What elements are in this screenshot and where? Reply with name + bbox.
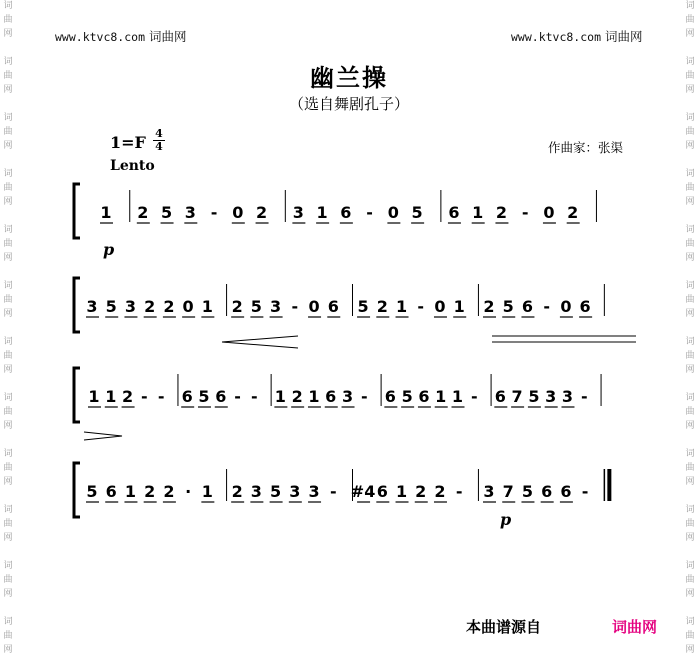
watermark-glyph: 词 xyxy=(685,113,695,123)
note: 6 xyxy=(560,482,572,501)
note: 1 xyxy=(453,297,465,316)
note: 2 xyxy=(163,482,175,501)
note: - xyxy=(521,203,529,222)
time-signature-bottom: 4 xyxy=(155,140,163,153)
note: - xyxy=(455,482,463,501)
footer-brand-link[interactable]: 词曲网 xyxy=(612,618,658,636)
watermark-glyph: 曲 xyxy=(3,575,13,585)
watermark-glyph: 曲 xyxy=(685,295,695,305)
note: 3 xyxy=(250,482,262,501)
note: 6 xyxy=(325,387,337,406)
note: 5 xyxy=(411,203,423,222)
dynamic-marking: p xyxy=(103,240,115,259)
watermark-glyph: 词 xyxy=(685,561,695,571)
watermark-glyph: 曲 xyxy=(685,183,695,193)
note: - xyxy=(291,297,299,316)
watermark-glyph: 网 xyxy=(3,309,13,319)
watermark-glyph: 词 xyxy=(3,281,13,291)
note: 3 xyxy=(561,387,574,406)
note: 2 xyxy=(137,203,149,222)
note: 5 xyxy=(401,387,413,406)
note: 6 xyxy=(340,203,352,222)
note: 1 xyxy=(88,387,100,406)
tempo-marking: Lento xyxy=(110,158,155,174)
note: 6 xyxy=(181,387,193,406)
watermark-glyph: 网 xyxy=(3,365,13,375)
composer-credit: 作曲家：张渠 xyxy=(548,140,624,155)
note: 3 xyxy=(308,482,320,501)
note: 3 xyxy=(184,203,196,222)
watermark-glyph: 曲 xyxy=(3,631,13,641)
note: 7 xyxy=(502,482,514,501)
note: 6 xyxy=(376,482,388,501)
note: 1 xyxy=(308,387,320,406)
note: 3 xyxy=(341,387,354,406)
watermark-glyph: 词 xyxy=(685,449,695,459)
watermark-glyph: 网 xyxy=(3,421,13,431)
note: - xyxy=(210,203,218,222)
note: 1 xyxy=(316,203,328,222)
watermark-glyph: 曲 xyxy=(3,463,13,473)
note: 2 xyxy=(483,297,495,316)
watermark-glyph: 网 xyxy=(685,197,695,207)
watermark-glyph: 词 xyxy=(3,225,13,235)
note: 0 xyxy=(232,203,244,222)
watermark-glyph: 曲 xyxy=(685,71,695,81)
watermark-glyph: 词 xyxy=(685,337,695,347)
note: 5 xyxy=(160,203,173,222)
note: 2 xyxy=(291,387,303,406)
watermark-glyph: 词 xyxy=(685,505,695,515)
note: 2 xyxy=(434,482,446,501)
note: 6 xyxy=(448,203,460,222)
note: · xyxy=(185,482,192,501)
song-title: 幽兰操 xyxy=(310,63,388,92)
note: 5 xyxy=(528,387,540,406)
note: 3 xyxy=(289,482,301,501)
system-bracket xyxy=(74,368,80,422)
header-left-url: www.ktvc8.com xyxy=(55,30,146,44)
watermark-glyph: 网 xyxy=(3,533,13,543)
watermark-glyph: 网 xyxy=(685,477,695,487)
watermark-glyph: 网 xyxy=(685,29,695,39)
watermark-glyph: 曲 xyxy=(3,407,13,417)
note: 6 xyxy=(494,387,506,406)
watermark-glyph: 曲 xyxy=(3,183,13,193)
watermark-glyph: 网 xyxy=(3,589,13,599)
note: 0 xyxy=(560,297,572,316)
system-bracket xyxy=(74,184,80,238)
note: 2 xyxy=(255,203,268,222)
watermark-glyph: 词 xyxy=(3,1,13,11)
note: 7 xyxy=(511,387,523,406)
note: 2 xyxy=(567,203,579,222)
note: 2 xyxy=(163,297,175,316)
note: 6 xyxy=(521,297,534,316)
note: 5 xyxy=(198,387,210,406)
song-subtitle: （选自舞剧孔子） xyxy=(288,95,409,113)
watermark-glyph: 网 xyxy=(3,141,13,151)
note: - xyxy=(543,297,550,316)
watermark-glyph: 曲 xyxy=(685,127,695,137)
note: 6 xyxy=(384,387,396,406)
note: - xyxy=(581,482,589,501)
note: - xyxy=(361,387,368,406)
note: 3 xyxy=(483,482,495,501)
note: 6 xyxy=(215,387,227,406)
watermark-glyph: 曲 xyxy=(3,127,13,137)
watermark-glyph: 网 xyxy=(685,421,695,431)
header-right-site: 词曲网 xyxy=(605,29,643,44)
watermark-glyph: 网 xyxy=(3,197,13,207)
watermark-glyph: 曲 xyxy=(3,239,13,249)
note: 2 xyxy=(144,297,156,316)
watermark-glyph: 词 xyxy=(685,169,695,179)
watermark-glyph: 网 xyxy=(3,477,13,487)
watermark-glyph: 曲 xyxy=(685,519,695,529)
watermark-glyph: 网 xyxy=(3,29,13,39)
note: 2 xyxy=(122,387,134,406)
watermark-glyph: 词 xyxy=(685,617,695,627)
note: 3 xyxy=(124,297,137,316)
watermark-glyph: 词 xyxy=(3,561,13,571)
header-left-site: 词曲网 xyxy=(149,29,187,44)
watermark-glyph: 曲 xyxy=(3,295,13,305)
note: 1 xyxy=(201,297,213,316)
note: 5 xyxy=(502,297,514,316)
watermark-glyph: 曲 xyxy=(685,15,695,25)
note: - xyxy=(234,387,241,406)
watermark-glyph: 网 xyxy=(3,253,13,263)
note: 1 xyxy=(435,387,447,406)
watermark-glyph: 词 xyxy=(3,449,13,459)
note: 6 xyxy=(327,297,339,316)
note: 6 xyxy=(105,482,117,501)
note: - xyxy=(470,387,478,406)
watermark-glyph: 词 xyxy=(3,617,13,627)
system-bracket xyxy=(74,463,80,517)
system-bracket xyxy=(74,278,80,332)
watermark-glyph: 网 xyxy=(685,141,695,151)
watermark-glyph: 网 xyxy=(685,253,695,263)
watermark-glyph: 词 xyxy=(3,57,13,67)
note: - xyxy=(366,203,373,222)
note: 6 xyxy=(541,482,553,501)
watermark-glyph: 网 xyxy=(3,85,13,95)
note: 0 xyxy=(182,297,194,316)
watermark-glyph: 词 xyxy=(685,393,695,403)
note: 1 xyxy=(472,203,484,222)
note: 0 xyxy=(387,203,399,222)
watermark-glyph: 曲 xyxy=(685,575,695,585)
watermark-glyph: 词 xyxy=(685,281,695,291)
note: 3 xyxy=(86,297,98,316)
note: 0 xyxy=(543,203,555,222)
note: 2 xyxy=(144,482,156,501)
note: 3 xyxy=(270,297,282,316)
footer-source-label: 本曲谱源自 xyxy=(466,618,542,636)
note: 5 xyxy=(105,297,117,316)
note: 3 xyxy=(545,387,557,406)
watermark-glyph: 曲 xyxy=(3,519,13,529)
note: - xyxy=(329,482,337,501)
note: 2 xyxy=(231,297,243,316)
watermark-glyph: 曲 xyxy=(3,71,13,81)
note: 5 xyxy=(357,297,369,316)
watermark-glyph: 曲 xyxy=(685,239,695,249)
note: 5 xyxy=(270,482,282,501)
note: 2 xyxy=(231,482,243,501)
note: 3 xyxy=(292,203,304,222)
note: 1 xyxy=(105,387,117,406)
note: 0 xyxy=(434,297,446,316)
watermark-glyph: 词 xyxy=(3,337,13,347)
watermark-glyph: 网 xyxy=(685,85,695,95)
note: 1 xyxy=(395,482,408,501)
key-signature: 1=F xyxy=(110,133,146,152)
crescendo-hairpin xyxy=(84,432,122,440)
dynamic-marking: p xyxy=(500,510,512,529)
time-signature-top: 4 xyxy=(155,127,163,140)
note: 5 xyxy=(521,482,534,501)
note: 1 xyxy=(274,387,286,406)
watermark-glyph: 曲 xyxy=(685,631,695,641)
watermark-glyph: 词 xyxy=(3,393,13,403)
note: - xyxy=(580,387,588,406)
note: 5 xyxy=(250,297,262,316)
watermark-glyph: 网 xyxy=(685,533,695,543)
watermark-glyph: 词 xyxy=(685,1,695,11)
note: 2 xyxy=(415,482,427,501)
watermark-glyph: 词 xyxy=(3,169,13,179)
watermark-glyph: 曲 xyxy=(685,351,695,361)
watermark-glyph: 曲 xyxy=(685,407,695,417)
note: 5 xyxy=(86,482,98,501)
note: 2 xyxy=(376,297,388,316)
note: - xyxy=(417,297,425,316)
header-right-url: www.ktvc8.com xyxy=(511,30,602,44)
watermark-glyph: 词 xyxy=(685,57,695,67)
decrescendo-hairpin xyxy=(222,336,298,348)
watermark-glyph: 网 xyxy=(685,589,695,599)
note: 6 xyxy=(418,387,430,406)
watermark-glyph: 词 xyxy=(685,225,695,235)
watermark-glyph: 曲 xyxy=(685,463,695,473)
watermark-glyph: 网 xyxy=(3,645,13,655)
watermark-glyph: 曲 xyxy=(3,15,13,25)
note: 2 xyxy=(495,203,508,222)
watermark-glyph: 词 xyxy=(3,113,13,123)
watermark-glyph: 网 xyxy=(685,365,695,375)
note: 1 xyxy=(451,387,464,406)
watermark-glyph: 曲 xyxy=(3,351,13,361)
note: #4 xyxy=(350,482,376,501)
note: - xyxy=(157,387,165,406)
note: - xyxy=(141,387,148,406)
watermark-glyph: 词 xyxy=(3,505,13,515)
note: 0 xyxy=(308,297,320,316)
note: 1 xyxy=(395,297,408,316)
watermark-glyph: 网 xyxy=(685,309,695,319)
note: 1 xyxy=(124,482,137,501)
watermark-glyph: 网 xyxy=(685,645,695,655)
note: 1 xyxy=(100,203,112,222)
note: 1 xyxy=(201,482,213,501)
note: - xyxy=(251,387,258,406)
note: 6 xyxy=(579,297,591,316)
